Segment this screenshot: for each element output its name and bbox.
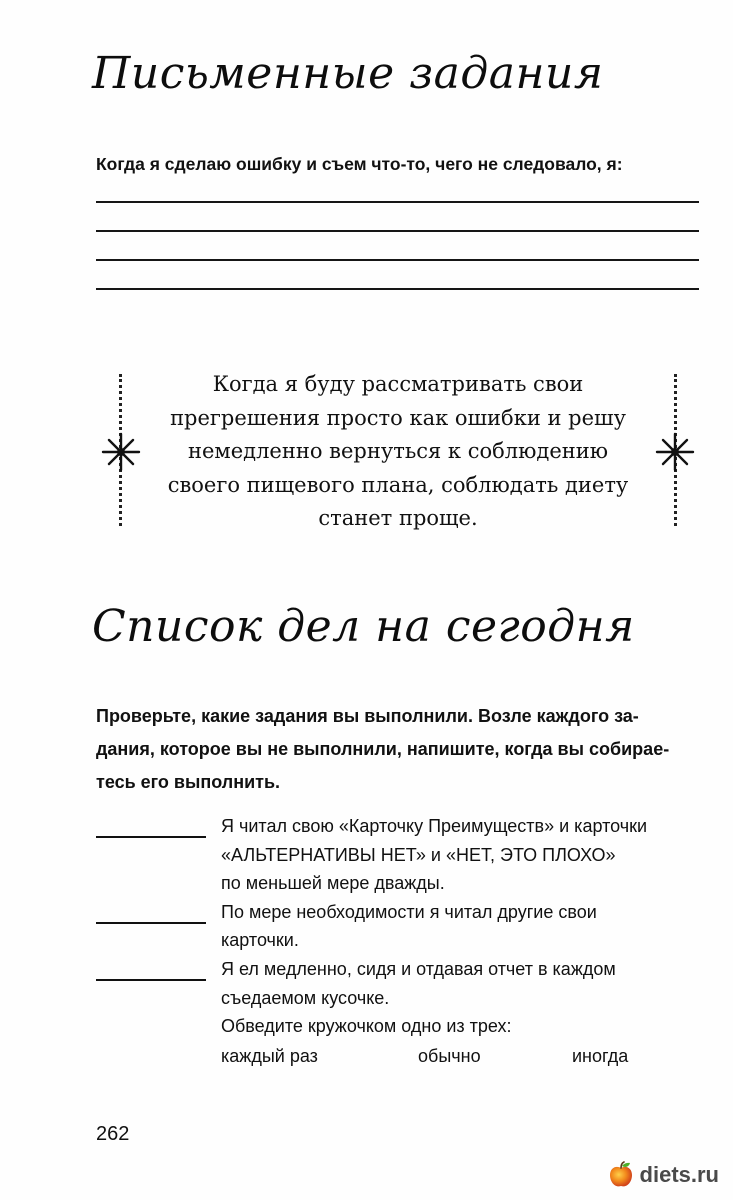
task-text (221, 898, 706, 955)
instructions (96, 700, 706, 799)
task-line: съедаемом кусочке. (221, 987, 390, 1008)
tip-box (100, 368, 696, 534)
section-heading-todo-list: Список дел на сегодня (92, 601, 635, 652)
instructions-line: дания, которое вы не выполнили, напишите, когда вы собирае- (96, 739, 670, 759)
instructions-line: Проверьте, какие задания вы выполнили. Возле каждого за- (96, 706, 639, 726)
answer-line-3[interactable] (96, 259, 699, 261)
task-text (221, 812, 706, 898)
task-line: Я ел медленно, сидя и отдавая отчет в каждом (221, 958, 616, 979)
task-line: Обведите кружочком одно из трех: (221, 1016, 512, 1037)
instructions-line: тесь его выполнить. (96, 772, 281, 792)
answer-line-2[interactable] (96, 230, 699, 232)
answer-line-4[interactable] (96, 288, 699, 290)
task-item (96, 812, 706, 898)
task-line: карточки. (221, 930, 299, 951)
choice-option[interactable]: каждый раз (221, 1046, 318, 1066)
task-blank-field[interactable] (96, 836, 206, 838)
task-line: «АЛЬТЕРНАТИВЫ НЕТ» и «НЕТ, ЭТО ПЛОХО» (221, 844, 616, 865)
choice-option[interactable]: иногда (572, 1046, 629, 1066)
writing-prompt: Когда я сделаю ошибку и съем что-то, чего не следовало, я: (96, 154, 623, 174)
section-heading-written-tasks: Письменные задания (92, 48, 604, 99)
task-line: по меньшей мере дважды. (221, 873, 445, 894)
task-item (96, 955, 706, 1041)
task-item (96, 898, 706, 955)
tip-line: станет проще. (318, 506, 478, 530)
watermark (606, 1160, 719, 1190)
apple-logo-icon (606, 1160, 636, 1190)
choice-option[interactable]: обычно (418, 1046, 481, 1066)
task-line: По мере необходимости я читал другие свои (221, 901, 597, 922)
watermark-text: diets.ru (639, 1162, 719, 1187)
star-icon-left (101, 432, 141, 472)
tip-line: своего пищевого плана, соблюдать диету (167, 472, 629, 497)
task-line: Я читал свою «Карточку Преимуществ» и карточки (221, 816, 648, 836)
tip-text (144, 368, 652, 536)
frequency-choices (221, 1046, 641, 1076)
tip-line: Когда я буду рассматривать свои (212, 372, 584, 396)
page-number: 262 (96, 1123, 130, 1145)
task-list (96, 812, 706, 1041)
tip-line: прегрешения просто как ошибки и решу (170, 405, 626, 430)
task-blank-field[interactable] (96, 922, 206, 924)
task-blank-field[interactable] (96, 979, 206, 981)
star-icon-right (655, 432, 695, 472)
task-text (221, 955, 706, 1041)
answer-line-1[interactable] (96, 201, 699, 203)
tip-line: немедленно вернуться к соблюдению (187, 439, 609, 463)
